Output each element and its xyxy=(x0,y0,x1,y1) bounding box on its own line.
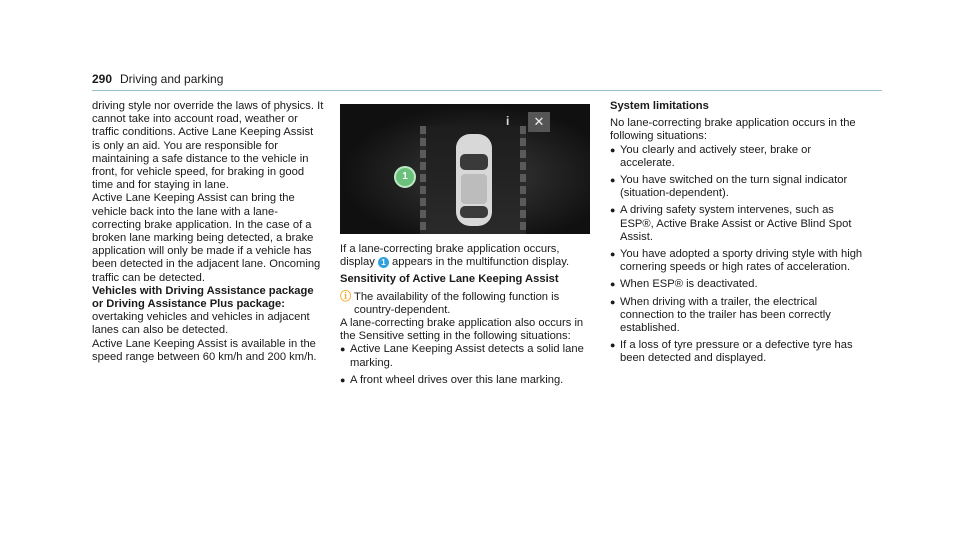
close-icon: ✕ xyxy=(528,112,550,132)
bullet-icon: ● xyxy=(340,344,346,355)
note-icon: ⓘ xyxy=(340,290,352,303)
bullet-icon: ● xyxy=(610,205,616,216)
car-icon xyxy=(452,132,496,228)
multifunction-display-image xyxy=(340,104,590,234)
bullet-icon: ● xyxy=(610,144,616,155)
note xyxy=(340,291,592,317)
paragraph: Active Lane Keeping Assist can bring the vehicle back into the lane with a lane-correcting brake application. In the case of a broken lane marking being detected, a brake application will only be made if a vehicle has been detected in the adjacent lane. Oncoming traffic can be detected. xyxy=(92,192,321,284)
list-item-text: You have adopted a sporty driving style with high cornering speeds or high rates of acceleration. xyxy=(620,248,863,274)
list-item xyxy=(610,248,868,274)
limitations-heading: System limitations xyxy=(610,100,709,112)
vehicles-text: overtaking vehicles and vehicles in adjacent lanes can also be detected. xyxy=(92,311,310,337)
bullet-icon: ● xyxy=(610,279,616,290)
display-toolbar xyxy=(500,112,586,132)
paragraph xyxy=(92,285,324,338)
page-header xyxy=(92,68,882,91)
list-item xyxy=(610,144,868,170)
bullet-icon: ● xyxy=(340,374,346,385)
bullet-icon: ● xyxy=(610,249,616,260)
list-item-text: If a loss of tyre pressure or a defective tyre has been detected and displayed. xyxy=(620,339,853,365)
paragraph: A lane-correcting brake application also occurs in the Sensitive setting in the following situations: xyxy=(340,317,584,343)
section-title: Driving and parking xyxy=(120,72,224,86)
paragraph: Active Lane Keeping Assist is available in the speed range between 60 km/h and 200 km/h. xyxy=(92,337,317,363)
list-item xyxy=(610,204,868,244)
callout-1: 1 xyxy=(394,166,416,188)
sensitivity-heading: Sensitivity of Active Lane Keeping Assist xyxy=(340,273,559,286)
bullet-icon: ● xyxy=(610,340,616,351)
column-right xyxy=(610,100,868,366)
list-item-text: You clearly and actively steer, brake or accelerate. xyxy=(620,143,812,169)
paragraph: No lane-correcting brake application occurs in the following situations: xyxy=(610,117,856,143)
list-item-text: Active Lane Keeping Assist detects a solid lane marking. xyxy=(350,343,584,369)
bullet-icon: ● xyxy=(610,296,616,307)
list-item-text: A front wheel drives over this lane marking. xyxy=(350,373,564,386)
info-icon: i xyxy=(506,114,510,128)
note-text: The availability of the following function is country-dependent. xyxy=(354,290,560,316)
list-item-text: When driving with a trailer, the electrical connection to the trailer has been correctly established. xyxy=(620,295,831,335)
vehicles-heading: Vehicles with Driving Assistance package or Driving Assistance Plus package: xyxy=(92,284,314,311)
list-item xyxy=(340,374,592,387)
paragraph: driving style nor override the laws of physics. It cannot take into account road, weather or traffic conditions. Active Lane Keeping Assist is only an aid. You are responsible for maintaining a safe distance to the vehicle in front, for vehicle speed, for braking in good time and for staying in lane. xyxy=(92,100,324,192)
list-item xyxy=(610,278,868,291)
column-left xyxy=(92,100,324,364)
paragraph xyxy=(340,243,592,269)
list-item-text: When ESP® is deactivated. xyxy=(620,278,758,291)
text: If a lane-correcting brake application occurs, display xyxy=(340,243,560,269)
lane-marking-left xyxy=(420,126,426,234)
list-item-text: You have switched on the turn signal indicator (situation-dependent). xyxy=(620,174,848,200)
list-item xyxy=(340,343,592,369)
bullet-icon: ● xyxy=(610,175,616,186)
list-item xyxy=(610,296,868,336)
column-middle xyxy=(340,243,592,387)
list-item xyxy=(610,174,868,200)
page-number: 290 xyxy=(92,72,113,86)
lane-marking-right xyxy=(520,126,526,234)
list-item-text: A driving safety system intervenes, such as ESP®, Active Brake Assist or Active Blind Spot Assist. xyxy=(620,204,852,243)
callout-1-inline: 1 xyxy=(378,257,389,268)
text: appears in the multifunction display. xyxy=(388,256,570,269)
list-item xyxy=(610,339,868,365)
